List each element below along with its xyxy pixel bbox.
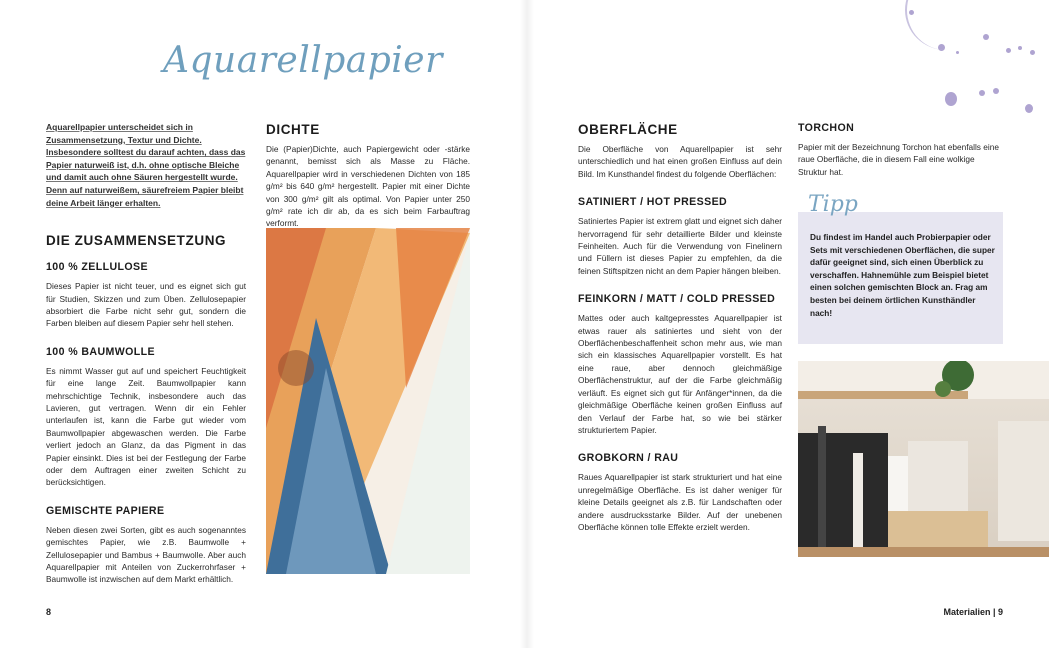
section-heading: OBERFLÄCHE (578, 122, 678, 137)
subheading: GEMISCHTE PAPIERE (46, 504, 165, 517)
paragraph: Dieses Papier ist nicht teuer, und es eignet sich gut für Studien, Skizzen und zum Üben. Zellulosepapier absorbiert die Farbe nicht sehr gut, sondern die Farben bleiben auf diesem Papier sehr hell stehen. (46, 281, 246, 329)
paragraph: Die Oberfläche von Aquarellpapier ist sehr unterschiedlich und hat einen großen Einfluss auf dein Bild. Im Kunsthandel findest du folgende Oberflächen: (578, 144, 782, 179)
section-heading: DICHTE (266, 122, 320, 137)
subheading: GROBKORN / RAU (578, 452, 679, 465)
subheading: SATINIERT / HOT PRESSED (578, 196, 728, 209)
paragraph: Satiniertes Papier ist extrem glatt und eignet sich daher hervorragend für sehr detaillierte Bilder und kleinste Feinheiten. Auch für die Verwendung von Finelinern und Füllern ist dieses Papier zu empfehlen, da die feinen Stiftspitzen nicht an dem Papier hängen bleiben. (578, 216, 782, 276)
watercolor-image (266, 228, 470, 574)
page-footer-right: Materialien | 9 (943, 607, 1003, 617)
subheading: TORCHON (798, 122, 855, 134)
paragraph: Mattes oder auch kaltgepresstes Aquarellpapier ist etwas rauer als satiniertes und sieht von der Oberflächenbeschaffenheit schon mehr aus, wie man sich ein klassisches Aquarellpapier vorstellt. Es hat eine raue, aber dennoch gleichmäßige Oberflächenstruktur, auf der die Farbe gleichmäßig verläuft. Es eignet sich gut für Anfänger*innen, da die gleichmäßige Oberfläche keinen großen Einfluss auf den Verlauf der Farbe hat, so wie bei stärker strukturiertem Papier. (578, 313, 782, 435)
subheading: FEINKORN / MATT / COLD PRESSED (578, 293, 776, 306)
page-number-left: 8 (46, 607, 52, 617)
left-column-1 (46, 121, 246, 586)
subheading: 100 % BAUMWOLLE (46, 345, 156, 358)
left-column-2 (266, 122, 470, 230)
tip-label: Tipp (808, 192, 858, 217)
right-column-2 (798, 122, 1003, 178)
section-heading: DIE ZUSAMMENSETZUNG (46, 233, 227, 249)
intro-text: Aquarellpapier unterscheidet sich in Zusammensetzung, Textur und Dichte. Insbesondere solltest du darauf achten, dass das Papier naturweiß ist, d.h. ohne optische Bleiche und damit auch ohne Säuren hergestellt wurde. Denn auf naturweißem, säurefreiem Papier bleibt deine Arbeit länger erhalten. (46, 122, 246, 208)
page-gutter (520, 0, 534, 648)
paper-shelf-photo (798, 361, 1049, 557)
subheading: 100 % ZELLULOSE (46, 261, 148, 274)
page-title: Aquarellpapier (163, 40, 443, 81)
paragraph: Neben diesen zwei Sorten, gibt es auch sogenanntes gemischtes Papier, wie z.B. Baumwolle + Zellulosepapier und Bambus + Baumwolle. Aber auch Aquarellpapier mit Anteilen von Zuckerrohrfaser + Baumwolle ist inzwischen auf dem Markt erhältlich. (46, 524, 246, 585)
paragraph: Raues Aquarellpapier ist stark strukturiert und hat eine unregelmäßige Oberfläche. Es ist daher weniger für kleine Details geeignet als z.B. für Landschaften oder andere ausdrucksstarke Bilder. Auf der unebenen Oberfläche können tolle Effekte erzielt werden. (578, 472, 782, 532)
paragraph: Es nimmt Wasser gut auf und speichert Feuchtigkeit für eine lange Zeit. Baumwollpapier kann mehrschichtige Technik, insbesondere auch das Lavieren, gut vertragen. Wenn dir ein Fehler unterlaufen ist, kann die Farbe gut wieder vom Baumwollpapier abgewaschen werden. Die Farbe verliert jedoch an Glanz, da das Pigment in das Papier einsinkt. Dies ist bei der Festlegung der Farbe oder dem Auftragen einer zweiten Schicht zu berücksichtigen. (46, 365, 246, 488)
paragraph: Die (Papier)Dichte, auch Papiergewicht oder -stärke genannt, bemisst sich als Masse zu Fläche. Aquarellpapier wird in verschiedenen Dichten von 185 g/m² bis 640 g/m² hergestellt. Papier mit einer Dichte von 300 g/m² gilt als optimal. Von Papier unter 250 g/m² rate ich dir ab, da es sich beim Farbauftrag verformt. (266, 144, 470, 229)
tip-text: Du findest im Handel auch Probierpapier oder Sets mit verschiedenen Oberflächen, die super dafür geeignet sind, sich einen Überblick zu verschaffen. Hahnemühle zum Beispiel bietet einen solchen gemischten Block an. Frag am besten bei deinem örtlichen Kunsthändler nach! (810, 232, 995, 318)
right-column-1 (578, 122, 782, 533)
paragraph: Papier mit der Bezeichnung Torchon hat ebenfalls eine raue Oberfläche, die in diesem Fall eine wolkige Struktur hat. (798, 142, 999, 177)
